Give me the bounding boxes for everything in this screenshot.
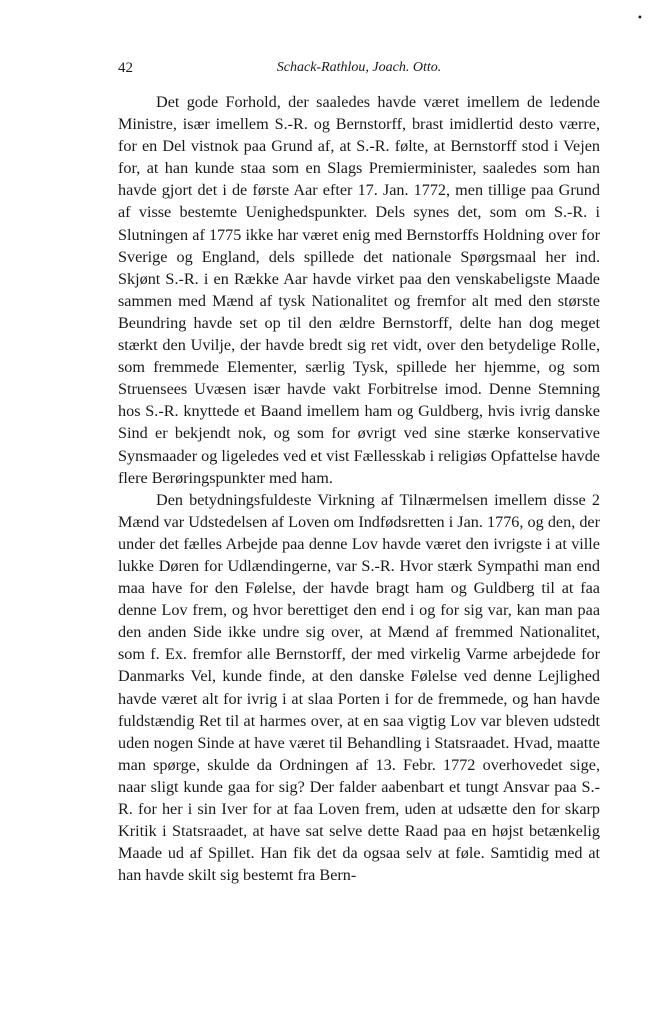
body-text bbox=[118, 91, 600, 886]
margin-dot: • bbox=[637, 13, 643, 24]
running-title: Schack-Rathlou, Joach. Otto. bbox=[276, 60, 442, 75]
paragraph-2: Den betydningsfuldeste Virkning af Tilnærmelsen imellem disse 2 Mænd var Udstedelsen af Loven om Indfødsretten i Jan. 1776, og den, der under det fælles Arbejde paa denne Lov havde været den ivrigste i at ville lukke Døren for Udlændingerne, var S.-R. Hvor stærk Sympathi man end maa have for den Følelse, der havde bragt ham og Guldberg til at faa denne Lov frem, og hvor berettiget den end i og for sig var, kan man paa den anden Side ikke undre sig over, at Mænd af fremmed Nationalitet, som f. Ex. fremfor alle Bernstorff, der med virkelig Varme arbejdede for Danmarks Vel, kunde finde, at den danske Følelse ved denne Lejlighed havde været alt for ivrig i at slaa Porten i for de fremmede, og han havde fuldstændig Ret til at harmes over, at en saa vigtig Lov var bleven udstedt uden nogen Sinde at have været til Behandling i Statsraadet. Hvad, maatte man spørge, skulde da Ordningen af 13. Febr. 1772 overhovedet sige, naar sligt kunde gaa for sig? Der falder aabenbart et tungt Ansvar paa S.-R. for her i sin Iver for at faa Loven frem, uden at udsætte den for skarp Kritik i Statsraadet, at have sat selve dette Raad paa en højst betænkelig Maade ud af Spillet. Han fik det da ogsaa selv at føle. Samtidig med at han havde skilt sig bestemt fra Bern- bbox=[118, 490, 600, 885]
page-number: 42 bbox=[118, 60, 133, 76]
page-header bbox=[118, 60, 600, 80]
paragraph-1: Det gode Forhold, der saaledes havde været imellem de ledende Ministre, især imellem S.-R. og Bernstorff, brast imidlertid desto værre, for en Del vistnok paa Grund af, at S.-R. følte, at Bernstorff stod i Vejen for, at han kunde staa som en Slags Premierminister, saaledes som han havde gjort det i de første Aar efter 17. Jan. 1772, men tillige paa Grund af visse bestemte Uenighedspunkter. Dels synes det, som om S.-R. i Slutningen af 1775 ikke har været enig med Bernstorffs Holdning over for Sverige og England, dels spillede det nationale Spørgsmaal her ind. Skjønt S.-R. i en Række Aar havde virket paa den venskabeligste Maade sammen med Mænd af tysk Nationalitet og fremfor alt med den største Beundring havde set op til den ældre Bernstorff, delte han dog meget stærkt den Uvilje, der havde bredt sig ret vidt, over den betydelige Rolle, som fremmede Elementer, særlig Tysk, spillede her hjemme, og som Struensees Uvæsen især havde vakt Forbitrelse imod. Denne Stemning hos S.-R. knyttede et Baand imellem ham og Guldberg, hvis ivrig danske Sind er bekjendt nok, og som for øvrigt ved sine stærke konservative Synsmaader og ligeledes ved et vist Fællesskab i religiøs Opfattelse havde flere Berøringspunkter med ham. bbox=[118, 93, 600, 487]
